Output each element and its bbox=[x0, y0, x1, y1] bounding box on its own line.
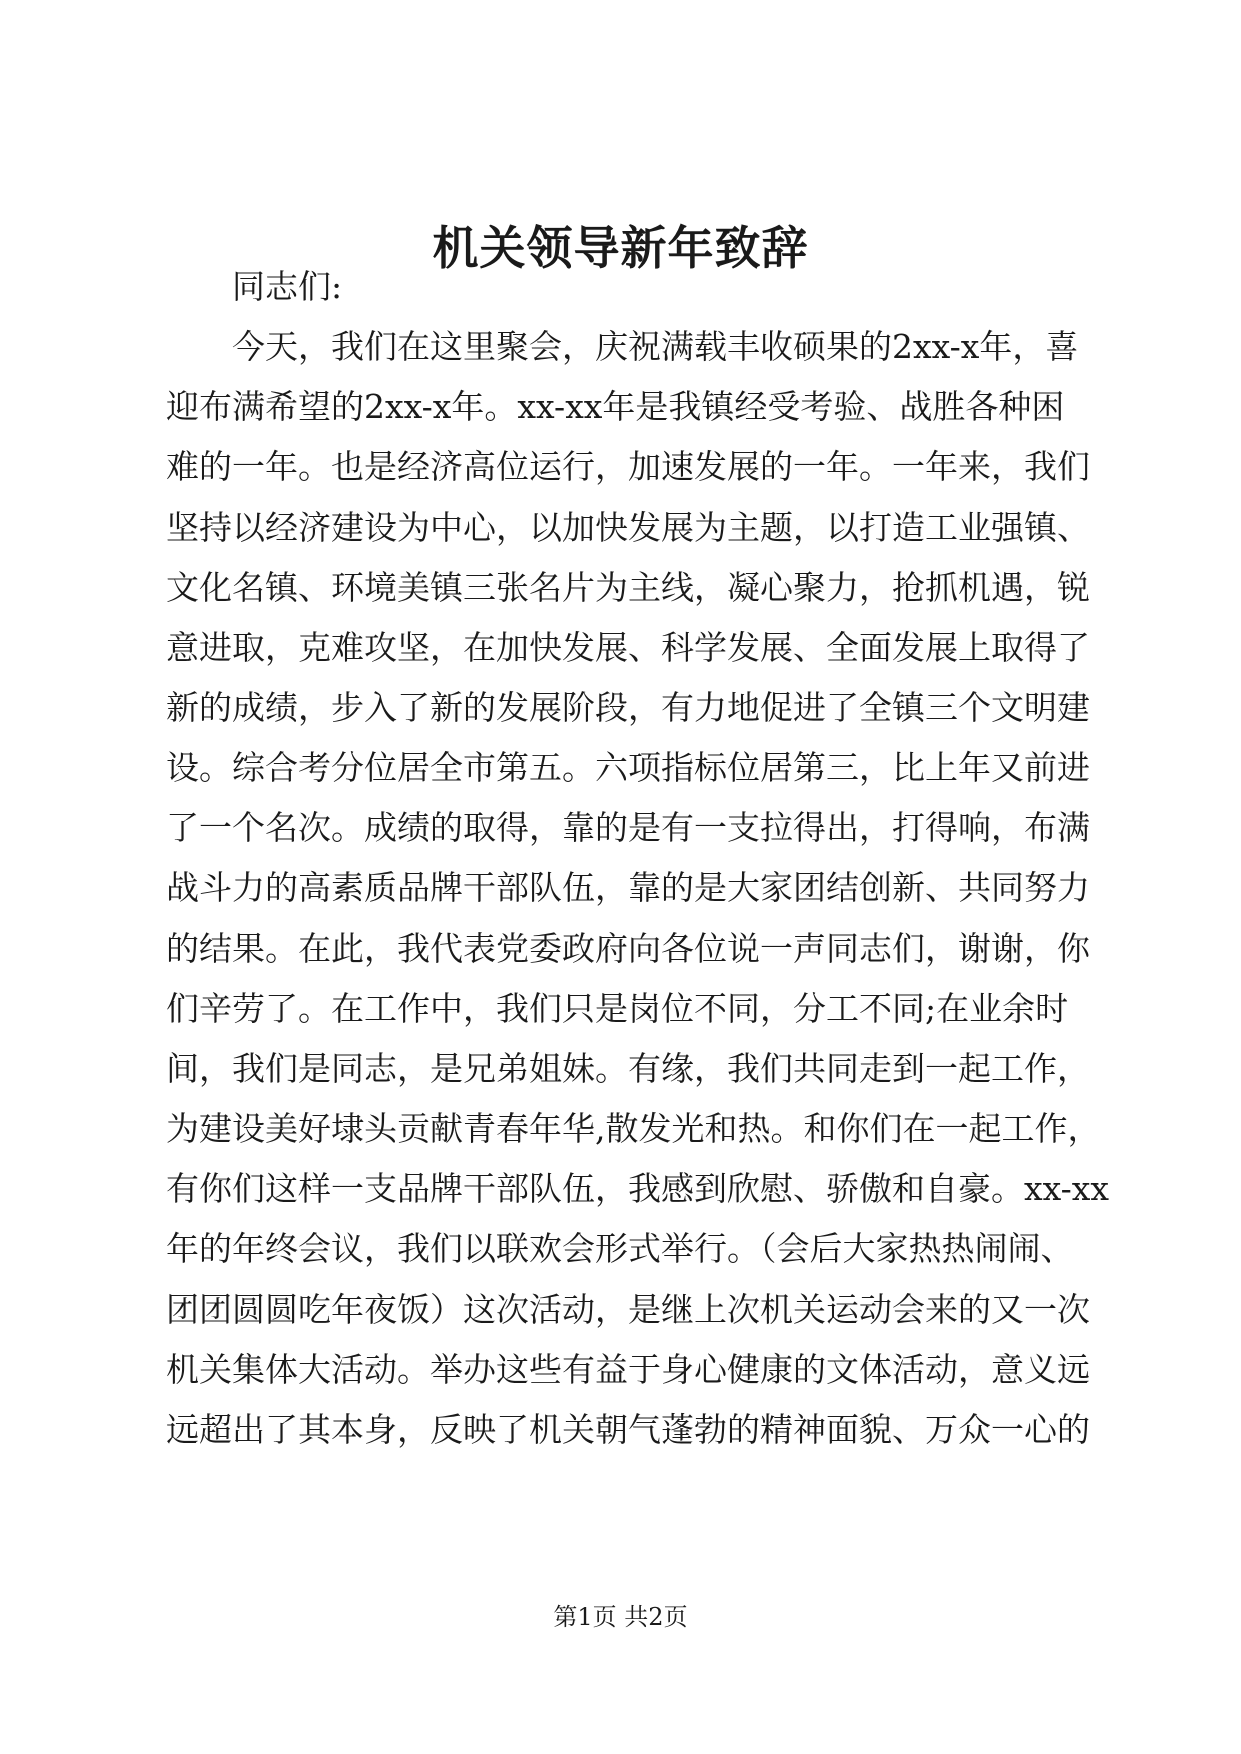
paragraph-line: 坚持以经济建设为中心，以加快发展为主题，以打造工业强镇、 bbox=[166, 508, 1090, 547]
paragraph-line: 设。综合考分位居全市第五。六项指标位居第三，比上年又前进 bbox=[166, 748, 1090, 787]
paragraph-line: 年的年终会议，我们以联欢会形式举行。（会后大家热热闹闹、 bbox=[166, 1229, 1074, 1268]
paragraph-line: 有你们这样一支品牌干部队伍，我感到欣慰、骄傲和自豪。xx-xx bbox=[166, 1169, 1110, 1208]
paragraph-line: 为建设美好埭头贡献青春年华,散发光和热。和你们在一起工作， bbox=[166, 1109, 1101, 1148]
salutation-line: 同志们: bbox=[232, 267, 343, 306]
page-title: 机关领导新年致辞 bbox=[432, 221, 809, 275]
paragraph-line: 今天，我们在这里聚会，庆祝满载丰收硕果的2xx-x年，喜 bbox=[232, 327, 1079, 366]
paragraph-line: 间，我们是同志，是兄弟姐妹。有缘，我们共同走到一起工作， bbox=[166, 1049, 1090, 1088]
paragraph-line: 意进取，克难攻坚，在加快发展、科学发展、全面发展上取得了 bbox=[166, 628, 1090, 667]
paragraph-line: 战斗力的高素质品牌干部队伍，靠的是大家团结创新、共同努力 bbox=[166, 868, 1090, 907]
paragraph-line: 机关集体大活动。举办这些有益于身心健康的文体活动，意义远 bbox=[166, 1350, 1090, 1389]
paragraph-line: 新的成绩，步入了新的发展阶段，有力地促进了全镇三个文明建 bbox=[166, 688, 1090, 727]
paragraph-line: 们辛劳了。在工作中，我们只是岗位不同，分工不同;在业余时 bbox=[166, 989, 1069, 1028]
paragraph-line: 团团圆圆吃年夜饭）这次活动，是继上次机关运动会来的又一次 bbox=[166, 1290, 1090, 1329]
paragraph-line: 文化名镇、环境美镇三张名片为主线，凝心聚力，抢抓机遇，锐 bbox=[166, 568, 1090, 607]
paragraph-line: 远超出了其本身，反映了机关朝气蓬勃的精神面貌、万众一心的 bbox=[166, 1410, 1090, 1449]
paragraph-line: 迎布满希望的2xx-x年。xx-xx年是我镇经受考验、战胜各种困 bbox=[166, 387, 1065, 426]
page-footer: 第1页 共2页 bbox=[553, 1603, 688, 1631]
paragraph-line: 了一个名次。成绩的取得，靠的是有一支拉得出，打得响，布满 bbox=[166, 808, 1090, 847]
paragraph-line: 难的一年。也是经济高位运行，加速发展的一年。一年来，我们 bbox=[166, 447, 1090, 486]
paragraph-line: 的结果。在此，我代表党委政府向各位说一声同志们，谢谢，你 bbox=[166, 929, 1090, 968]
